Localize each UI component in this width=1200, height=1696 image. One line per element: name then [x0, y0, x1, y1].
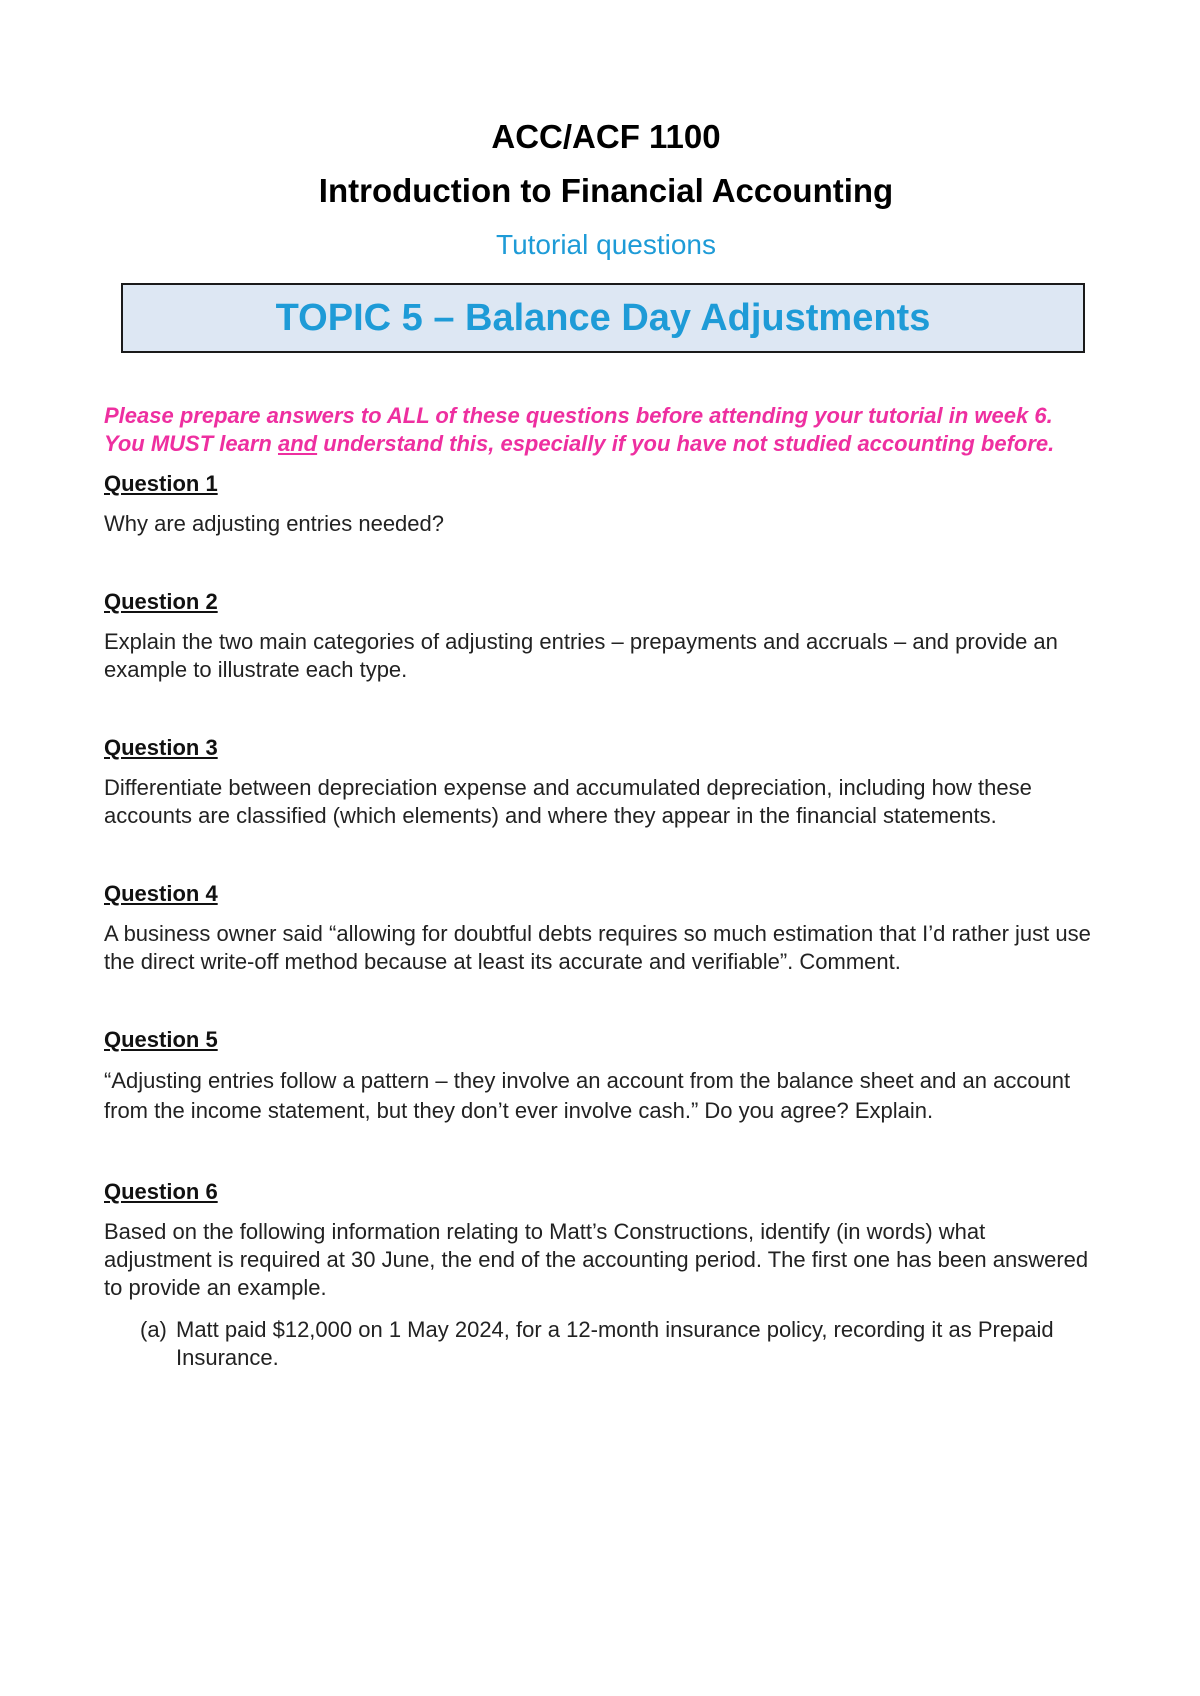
- intro-text-part1: Please prepare answers to ALL of these questions before attending your tutorial in week 6. You MUST learn: [104, 403, 1053, 456]
- course-title: Introduction to Financial Accounting: [318, 172, 894, 209]
- intro-underlined-word: and: [277, 431, 318, 456]
- question-block: [104, 1026, 1094, 1126]
- question-heading: Question 3: [104, 735, 218, 760]
- question-block: [104, 1178, 1094, 1372]
- intro-instructions: [104, 402, 1094, 458]
- question-heading: Question 6: [104, 1179, 218, 1204]
- question-text: A business owner said “allowing for doubtful debts requires so much estimation that I’d rather just use the direct write-off method because at least its accurate and verifiable”. Comment.: [104, 921, 1091, 974]
- question-heading: Question 2: [104, 589, 218, 614]
- question-text: Differentiate between depreciation expense and accumulated depreciation, including how these accounts are classified (which elements) and where they appear in the financial statements.: [104, 775, 1032, 828]
- sub-question-text: Matt paid $12,000 on 1 May 2024, for a 12-month insurance policy, recording it as Prepaid Insurance.: [176, 1317, 1054, 1370]
- document-body: [104, 402, 1094, 1414]
- document-header: [0, 112, 1200, 270]
- intro-text-part2: understand this, especially if you have not studied accounting before.: [317, 431, 1055, 456]
- question-block: [104, 880, 1094, 976]
- question-text: Why are adjusting entries needed?: [104, 511, 444, 536]
- course-code: ACC/ACF 1100: [491, 118, 721, 155]
- question-heading: Question 4: [104, 881, 218, 906]
- question-text: Explain the two main categories of adjusting entries – prepayments and accruals – and provide an example to illustrate each type.: [104, 629, 1058, 682]
- document-subtitle: Tutorial questions: [496, 229, 716, 260]
- question-block: [104, 588, 1094, 684]
- question-text: “Adjusting entries follow a pattern – they involve an account from the balance sheet and an account from the income statement, but they don’t ever involve cash.” Do you agree? Explain.: [104, 1068, 1071, 1123]
- question-block: [104, 470, 1094, 538]
- question-heading: Question 1: [104, 471, 218, 496]
- question-heading: Question 5: [104, 1027, 218, 1052]
- topic-title: TOPIC 5 – Balance Day Adjustments: [275, 296, 931, 339]
- question-text: Based on the following information relating to Matt’s Constructions, identify (in words) what adjustment is required at 30 June, the end of the accounting period. The first one has been answered to provide an example.: [104, 1219, 1089, 1300]
- sub-question-item: [140, 1316, 1094, 1372]
- question-block: [104, 734, 1094, 830]
- sub-question-label: (a): [140, 1317, 167, 1342]
- topic-banner: [121, 283, 1085, 353]
